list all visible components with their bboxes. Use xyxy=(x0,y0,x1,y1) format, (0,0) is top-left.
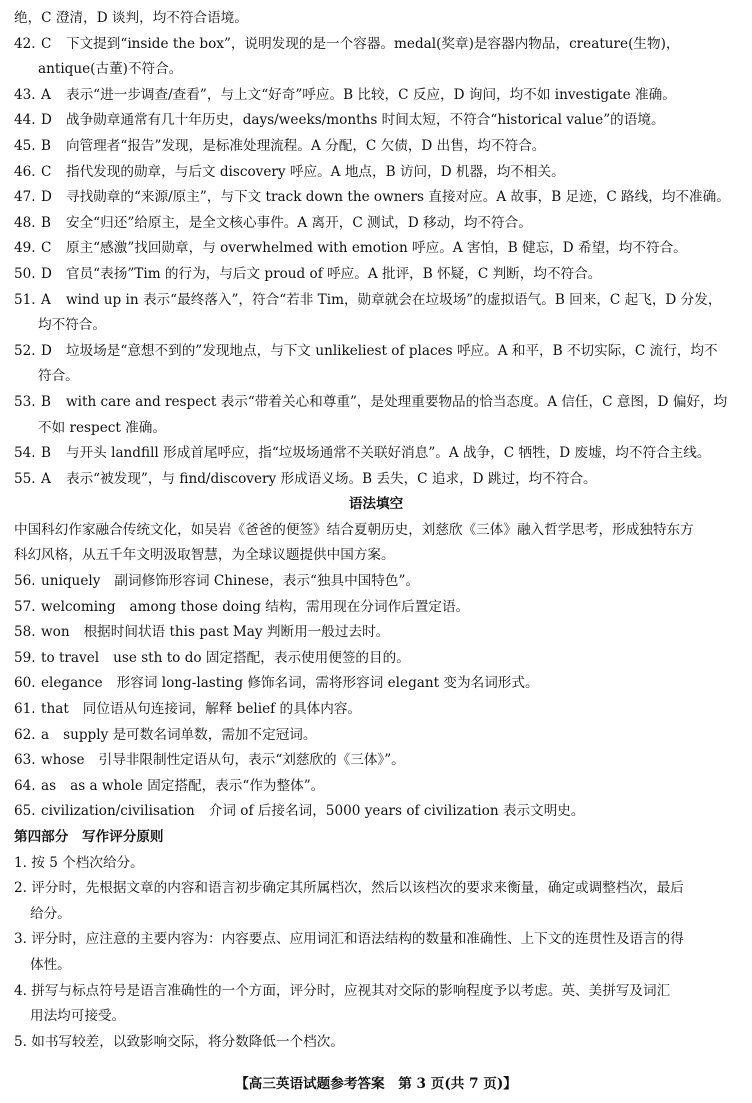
item-explanation: 安全“归还”给原主，是全文核心事件。A 离开，C 测试，D 移动，均不符合。 xyxy=(66,214,532,231)
item-explanation: supply 是可数名词单数，需加不定冠词。 xyxy=(63,726,317,743)
item-answer-word: elegance xyxy=(41,675,103,692)
item-explanation: 官员“表扬”Tim 的行为，与后文 proud of 呼应。A 批评，B 怀疑，C 判断，均不符合。 xyxy=(66,265,602,282)
cloze-item xyxy=(14,108,738,134)
item-explanation: among those doing 结构，需用现在分词作后置定语。 xyxy=(129,598,470,615)
item-answer: C xyxy=(41,163,52,180)
item-explanation: 垃圾场是“意想不到的”发现地点，与下文 unlikeliest of places 呼应。A 和平，B 不切实际，C 流行，均不 xyxy=(66,342,718,359)
item-explanation: wind up in 表示“最终落入”，符合“若非 Tim，勋章就会在垃圾场”的虚拟语气。B 回来，C 起飞，D 分发， xyxy=(66,291,722,308)
grammar-item xyxy=(14,595,738,621)
item-explanation: 与开头 landfill 形成首尾呼应，指“垃圾场通常不关联好消息”。A 战争，C 牺牲，D 废墟，均不符合主线。 xyxy=(66,445,711,462)
cloze-item xyxy=(14,390,738,441)
writing-rule-line: 2. 评分时，先根据文章的内容和语言初步确定其所属档次，然后以该档次的要求来衡量，确定或调整档次，最后 xyxy=(14,880,684,897)
writing-rule xyxy=(14,979,738,1030)
item-explanation: with care and respect 表示“带着关心和尊重”，是处理重要物品的恰当态度。A 信任，C 意图，D 偏好，均 xyxy=(66,393,728,410)
item-answer: B xyxy=(41,393,51,410)
item-number: 43. xyxy=(14,86,36,103)
writing-rule xyxy=(14,851,738,877)
cloze-answer-list xyxy=(14,32,738,493)
item-number: 46. xyxy=(14,163,36,180)
item-number: 52. xyxy=(14,342,36,359)
item-number: 48. xyxy=(14,214,36,231)
item-explanation: 原主“感激”找回勋章，与 overwhelmed with emotion 呼应。A 害怕，B 健忘，D 希望，均不符合。 xyxy=(66,240,687,257)
cloze-item-row xyxy=(14,211,738,237)
item-explanation-continued: 不如 respect 准确。 xyxy=(38,419,166,436)
item-explanation: 同位语从句连接词，解释 belief 的具体内容。 xyxy=(82,701,362,718)
item-answer: D xyxy=(41,342,52,359)
cloze-item xyxy=(14,262,738,288)
grammar-heading: 语法填空 xyxy=(348,496,404,513)
item-answer: A xyxy=(41,291,51,308)
writing-rule-continued: 用法均可接受。 xyxy=(30,1008,126,1025)
cloze-item xyxy=(14,211,738,237)
item-number: 61. xyxy=(14,701,36,718)
cloze-item-row xyxy=(14,288,738,314)
writing-rule-continued: 给分。 xyxy=(30,905,71,922)
item-number: 64. xyxy=(14,777,36,794)
item-number: 63. xyxy=(14,752,36,769)
cloze-item-row xyxy=(14,467,738,493)
item-answer-word: to travel xyxy=(41,649,100,666)
item-answer-word: won xyxy=(41,624,70,641)
cloze-item-row xyxy=(14,441,738,467)
item-number: 56. xyxy=(14,573,36,590)
item-explanation: 引导非限制性定语从句，表示“刘慈欣的《三体》”。 xyxy=(98,752,405,769)
item-answer-word: civilization/civilisation xyxy=(41,803,195,820)
item-number: 44. xyxy=(14,112,36,129)
grammar-intro-line: 科幻风格，从五千年文明汲取智慧，为全球议题提供中国方案。 xyxy=(14,547,395,564)
item-answer-word: whose xyxy=(41,752,85,769)
cloze-item-row xyxy=(14,108,738,134)
item-answer-word: as xyxy=(41,777,57,794)
writing-rule xyxy=(14,1030,738,1056)
item-explanation: 战争勋章通常有几十年历史，days/weeks/months 时间太短，不符合“historical value”的语境。 xyxy=(66,112,665,129)
writing-rule-line: 3. 评分时，应注意的主要内容为：内容要点、应用词汇和语法结构的数量和准确性、上下文的连贯性及语言的得 xyxy=(14,931,684,948)
item-number: 60. xyxy=(14,675,36,692)
cloze-item-row xyxy=(14,134,738,160)
cloze-item-row xyxy=(14,339,738,365)
writing-rule xyxy=(14,876,738,927)
item-answer: D xyxy=(41,112,52,129)
cloze-item-row xyxy=(14,390,738,416)
item-answer-word: welcoming xyxy=(41,598,116,615)
cloze-item xyxy=(14,236,738,262)
grammar-intro-line: 中国科幻作家融合传统文化，如吴岩《爸爸的便签》结合夏朝历史，刘慈欣《三体》融入哲学思考，形成独特东方 xyxy=(14,521,694,538)
cloze-item-row xyxy=(14,185,738,211)
cloze-item xyxy=(14,83,738,109)
top-line: 绝，C 澄清，D 谈判，均不符合语境。 xyxy=(14,10,248,26)
cloze-item xyxy=(14,441,738,467)
item-number: 49. xyxy=(14,240,36,257)
grammar-item xyxy=(14,646,738,672)
item-explanation: 表示“被发现”，与 find/discovery 形成语义场。B 丢失，C 追求，D 跳过，均不符合。 xyxy=(66,470,597,487)
cloze-item xyxy=(14,134,738,160)
item-answer: D xyxy=(41,265,52,282)
grammar-intro xyxy=(14,518,738,569)
item-number: 50. xyxy=(14,265,36,282)
item-explanation: 寻找勋章的“来源/原主”，与下文 track down the owners 直接对应。A 故事，B 足迹，C 路线，均不准确。 xyxy=(66,189,730,206)
cloze-item-row xyxy=(14,32,738,58)
writing-rule-continued: 体性。 xyxy=(30,956,71,973)
item-explanation: 表示“进一步调查/查看”，与上文“好奇”呼应。B 比较，C 反应，D 询问，均不如 investigate 准确。 xyxy=(66,86,676,103)
writing-rule-line: 4. 拼写与标点符号是语言准确性的一个方面，评分时，应视其对交际的影响程度予以考虑。英、美拼写及词汇 xyxy=(14,982,671,999)
grammar-item xyxy=(14,774,738,800)
item-number: 51. xyxy=(14,291,36,308)
cloze-item-row xyxy=(14,236,738,262)
writing-rule-line: 1. 按 5 个档次给分。 xyxy=(14,854,144,871)
item-number: 45. xyxy=(14,137,36,154)
item-answer: A xyxy=(41,86,51,103)
cloze-item-row xyxy=(14,83,738,109)
item-number: 65. xyxy=(14,803,36,820)
item-explanation-continued: antique(古董)不符合。 xyxy=(38,61,183,78)
item-explanation: use sth to do 固定搭配，表示使用便签的目的。 xyxy=(113,649,410,666)
grammar-item xyxy=(14,671,738,697)
writing-rule xyxy=(14,927,738,978)
item-explanation: 副词修饰形容词 Chinese，表示“独具中国特色”。 xyxy=(114,573,420,590)
item-answer: A xyxy=(41,470,51,487)
item-number: 57. xyxy=(14,598,36,615)
grammar-item xyxy=(14,697,738,723)
grammar-item xyxy=(14,569,738,595)
item-answer-word: uniquely xyxy=(41,573,101,590)
item-answer: B xyxy=(41,214,51,231)
cloze-item-row xyxy=(14,160,738,186)
item-answer: C xyxy=(41,35,52,52)
cloze-item xyxy=(14,160,738,186)
item-number: 54. xyxy=(14,445,36,462)
cloze-item-row xyxy=(14,262,738,288)
item-number: 58. xyxy=(14,624,36,641)
item-answer-word: that xyxy=(41,701,69,718)
item-answer: C xyxy=(41,240,52,257)
item-number: 42. xyxy=(14,35,36,52)
grammar-item xyxy=(14,723,738,749)
writing-heading: 第四部分 写作评分原则 xyxy=(14,829,164,845)
item-number: 59. xyxy=(14,649,36,666)
item-explanation: 下文提到“inside the box”，说明发现的是一个容器。medal(奖章)是容器内物品，creature(生物)， xyxy=(66,35,680,52)
cloze-item xyxy=(14,467,738,493)
item-answer: D xyxy=(41,189,52,206)
cloze-item xyxy=(14,32,738,83)
item-answer-word: a xyxy=(41,726,50,743)
item-explanation: 向管理者“报告”发现，是标准处理流程。A 分配，C 欠债，D 出售，均不符合。 xyxy=(66,137,546,154)
item-number: 55. xyxy=(14,470,36,487)
item-explanation: as a whole 固定搭配，表示“作为整体”。 xyxy=(70,777,325,794)
item-number: 62. xyxy=(14,726,36,743)
item-explanation: 指代发现的勋章，与后文 discovery 呼应。A 地点，B 访问，D 机器，均不相关。 xyxy=(66,163,565,180)
grammar-item xyxy=(14,748,738,774)
item-explanation: 介词 of 后接名词，5000 years of civilization 表示文明史。 xyxy=(208,803,585,820)
cloze-item xyxy=(14,288,738,339)
item-explanation-continued: 符合。 xyxy=(38,368,79,385)
item-number: 47. xyxy=(14,189,36,206)
item-explanation-continued: 均不符合。 xyxy=(38,317,106,334)
grammar-item xyxy=(14,799,738,825)
writing-rule-line: 5. 如书写较差，以致影响交际，将分数降低一个档次。 xyxy=(14,1033,344,1050)
item-explanation: 根据时间状语 this past May 判断用一般过去时。 xyxy=(83,624,390,641)
writing-rules-list xyxy=(14,851,738,1056)
cloze-item xyxy=(14,339,738,390)
cloze-item xyxy=(14,185,738,211)
item-number: 53. xyxy=(14,393,36,410)
item-explanation: 形容词 long-lasting 修饰名词，需将形容词 elegant 变为名词形式。 xyxy=(116,675,539,692)
item-answer: B xyxy=(41,137,51,154)
grammar-answer-list xyxy=(14,569,738,825)
grammar-item xyxy=(14,620,738,646)
item-answer: B xyxy=(41,445,51,462)
page-footer: 【高三英语试题参考答案 第 3 页(共 7 页)】 xyxy=(235,1076,517,1092)
